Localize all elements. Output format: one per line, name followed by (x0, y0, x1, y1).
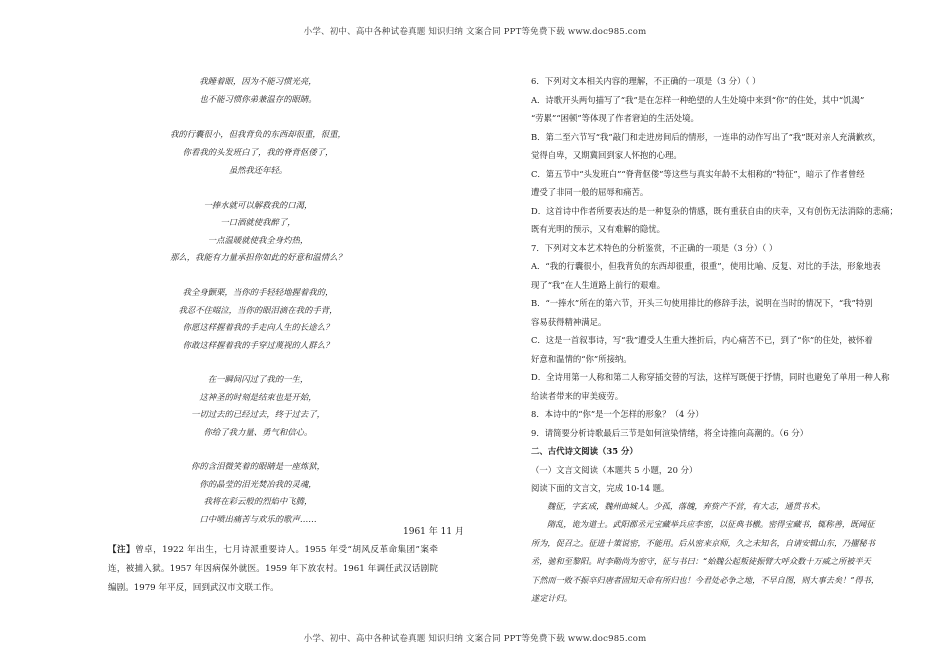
question-line: 容易获得精神满足。 (531, 317, 607, 327)
question-line: A．“我的行囊很小，但我背负的东西却很重，很重”，使用比喻、反复、对比的手法，形象地表 (531, 261, 881, 271)
poem-line: 你愿这样握着我的手走向人生的长途么？ (182, 322, 334, 332)
poem-line: 那么，我能有力量承担你如此的好意和温情么？ (170, 252, 346, 262)
poem-line: 一口酒就使我醉了， (220, 217, 296, 227)
question-line: B．“一捧水”所在的第六节，开头三句使用排比的修辞手法，说明在当时的情况下，“我”特别 (531, 298, 873, 308)
poem-line: 我将在彩云般的烈焰中飞腾， (203, 496, 313, 506)
section-heading: 二、古代诗文阅读（35 分） (531, 446, 638, 456)
poem-line: 在一瞬间闪过了我的一生， (207, 374, 309, 384)
question-line: C．这是一首叙事诗，写“我”遭受人生重大挫折后，内心痛苦不已，到了“你”的住处，被怀着 (531, 335, 873, 345)
poem-line: 你敢这样握着我的手穿过蔑视的人群么？ (182, 340, 334, 350)
question-line: 好意和温情的“你”所接纳。 (531, 354, 632, 364)
classical-text-line: 魏征，字玄成，魏州曲城人。少孤，落魄，弃赀产不营，有大志，通贯书术。 (547, 501, 826, 511)
question-line: 6．下列对文本相关内容的理解，不正确的一项是（3 分）（ ） (531, 76, 761, 86)
reading-instruction: 阅读下面的文言文，完成 10-14 题。 (531, 483, 670, 493)
question-line: D．全诗用第一人称和第二人称穿插交替的写法，这样写既便于抒情，同时也避免了单用一种人称 (531, 372, 890, 382)
classical-text-line: 遂定计归。 (531, 593, 572, 603)
poem-line: 一切过去的已经过去，终于过去了， (191, 409, 325, 419)
poem-line: 也不能习惯你弟兼温存的眼睛。 (199, 94, 317, 104)
sub-heading: （一）文言文阅读（本题共 5 小题，20 分） (531, 465, 698, 475)
page-banner-top: 小学、初中、高中各种试卷真题 知识归纳 文案合同 PPT等免费下载 www.doc985.com (303, 27, 647, 37)
question-line: 7．下列对文本艺术特色的分析鉴赏，不正确的一项是（3 分）（ ） (531, 243, 778, 253)
question-line: C．第五节中“头发班白”“脊背伛偻”等这些与真实年龄不太相称的“特征”，暗示了作者曾经 (531, 169, 865, 179)
question-line: D．这首诗中作者所要表达的是一种复杂的情感，既有重获自由的庆幸，又有创伤无法消除的悲痛； (531, 206, 898, 216)
question-line: “劳累”“困顿”等体现了作者窘迫的生活处境。 (531, 113, 699, 123)
classical-text-line: 隋乱，诡为道士。武阳郡丞元宝藏举兵应李密，以征典书檄。密得宝藏书，辄称善，既闻征 (547, 519, 875, 529)
poem-line: 你的晶莹的泪光焚冶我的灵魂， (199, 479, 317, 489)
poem-line: 口中喷出痛苦与欢乐的歌声…… (199, 514, 317, 524)
note-text: 曾卓，1922 年出生，七月诗派重要诗人。1955 年受“胡风反革命集团”案牵连，被捕入狱。1957 年因病保外就医。1959 年下放农村。1961 年调任武汉话剧院编剧。1979 年平反，回到武汉市文联工作。 (108, 545, 438, 593)
question-line: 既有光明的预示，又有难解的隐忧。 (531, 224, 665, 234)
classical-text-line: 丞，驰和至黎阳。时李勣尚为密守，征与书曰：“始魏公起叛徒振臂大呼众数十万威之所被半天 (531, 556, 871, 566)
poem-line: 虽然我还年轻。 (228, 165, 288, 175)
classical-text-line: 所为，促召之。征进十策说密，不能用。后从密来京师，久之未知名，自请安辑山东，乃擢秘书 (531, 538, 875, 548)
poem-line: 你的含泪微笑着的眼睛是一座炼狱， (191, 461, 325, 471)
question-line: 遭受了非同一般的屈辱和痛苦。 (531, 187, 649, 197)
poem-line: 你给了我力量、勇气和信心。 (203, 427, 313, 437)
poem-line: 我的行囊很小，但我背负的东西却很重，很重， (170, 129, 346, 139)
author-note (108, 541, 438, 598)
poem-line: 我睡着眼，因为不能习惯光亮， (199, 76, 317, 86)
question-line: 9．请简要分析诗歌最后三节是如何渲染情绪，将全诗推向高潮的。（6 分） (531, 428, 809, 438)
question-line: 觉得自卑，又期冀回到家人怀抱的心理。 (531, 150, 682, 160)
poem-line: 一捧水就可以解救我的口渴， (203, 200, 313, 210)
poem-line: 我忍不住啜泣，当你的眼泪滴在我的手背， (178, 305, 338, 315)
question-line: B．第二至六节写“我”敲门和走进房间后的情形，一连串的动作写出了“我”既对亲人充满歉疚， (531, 132, 881, 142)
poem-line: 这神圣的时刻是结束也是开始， (199, 392, 317, 402)
question-line: 8．本诗中的“你”是一个怎样的形象？（4 分） (531, 409, 704, 419)
note-label: 【注】 (108, 545, 136, 555)
question-line: 给读者带来的审美疲劳。 (531, 391, 624, 401)
poem-date: 1961 年 11 月 (403, 527, 464, 537)
poem-line: 一点温暖就使我全身灼热， (207, 235, 309, 245)
question-line: A．诗歌开头两句描写了“我”是在怎样一种绝望的人生处境中来到“你”的住处，其中“饥渴” (531, 95, 865, 105)
classical-text-line: 下然而一败不振卒归唐者固知天命有所归也！今君处必争之地，不早自图，则大事去矣！”得书， (531, 575, 880, 585)
poem-line: 你看我的头发班白了，我的脊背伛偻了， (182, 147, 334, 157)
poem-line: 我全身颤栗，当你的手轻轻地握着我的， (182, 287, 334, 297)
page-banner-bottom: 小学、初中、高中各种试卷真题 知识归纳 文案合同 PPT等免费下载 www.doc985.com (303, 634, 647, 644)
question-line: 现了“我”在人生道路上前行的艰难。 (531, 280, 666, 290)
